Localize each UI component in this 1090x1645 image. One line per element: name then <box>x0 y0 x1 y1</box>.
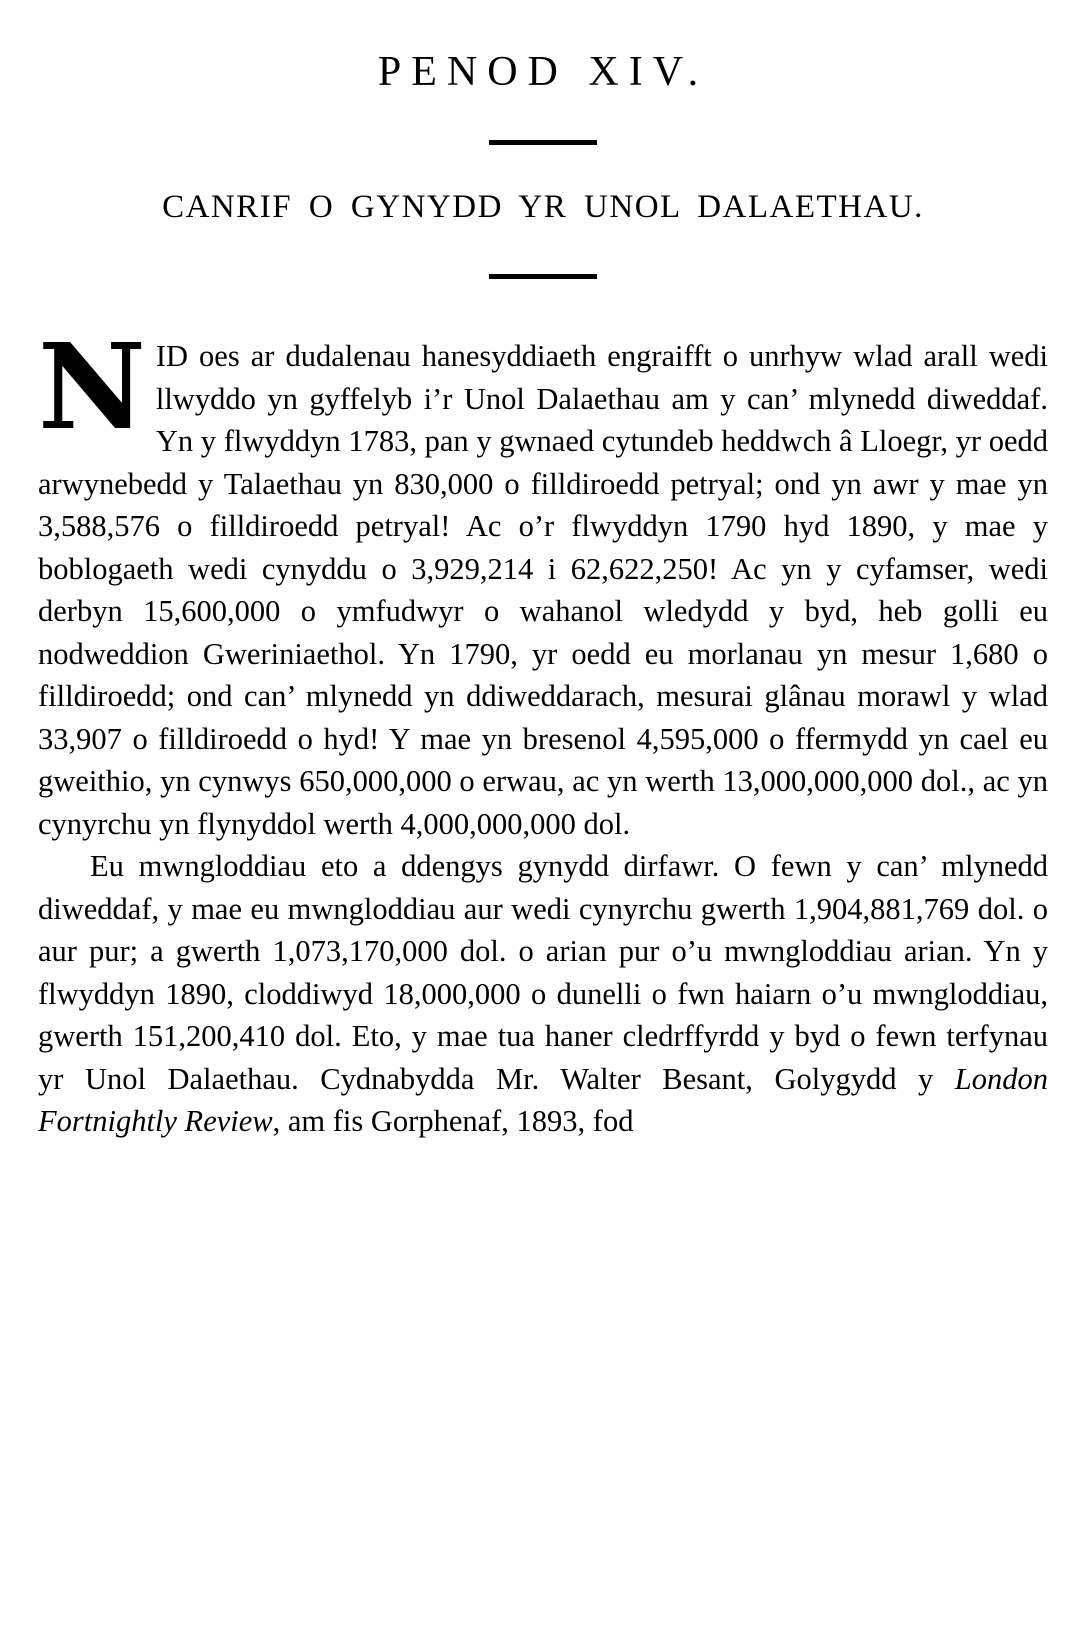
body-text <box>38 317 1048 1143</box>
publication-title: London Fortnightly Review <box>38 1061 1048 1138</box>
paragraph-1 <box>38 317 1048 845</box>
chapter-title: PENOD XIV. <box>377 49 709 95</box>
drop-cap-letter: N <box>38 317 146 456</box>
paragraph-2-text-before: Eu mwngloddiau eto a ddengys gynydd dirfawr. O fewn y can’ mlynedd diweddaf, y mae eu mwngloddiau aur wedi cynyrchu gwerth 1,904,881,769 dol. o aur pur; a gwerth 1,073,170,000 dol. o arian pur o’u mwngloddiau arian. Yn y flwyddyn 1890, cloddiwyd 18,000,000 o dunelli o fwn haiarn o’u mwngloddiau, gwerth 151,200,410 dol. Eto, y mae tua haner cledrffyrdd y byd o fewn terfynau yr Unol Dalaethau. Cydnabydda Mr. Walter Besant, Golygydd y <box>38 849 1048 1096</box>
paragraph-1-text: ID oes ar dudalenau hanesyddiaeth engraifft o unrhyw wlad arall wedi llwyddo yn gyffelyb i’r Unol Dalaethau am y can’ mlynedd diweddaf. Yn y flwyddyn 1783, pan y gwnaed cytundeb heddwch â Lloegr, yr oedd arwynebedd y Talaethau yn 830,000 o filldiroedd petryal; ond yn awr y mae yn 3,588,576 o filldiroedd petryal! Ac o’r flwyddyn 1790 hyd 1890, y mae y boblogaeth wedi cynyddu o 3,929,214 i 62,622,250! Ac yn y cyfamser, wedi derbyn 15,600,000 o ymfudwyr o wahanol wledydd y byd, heb golli eu nodweddion Gweriniaethol. Yn 1790, yr oedd eu morlanau yn mesur 1,680 o filldiroedd; ond can’ mlynedd yn ddiweddarach, mesurai glânau morawl y wlad 33,907 o filldiroedd o hyd! Y mae yn bresenol 4,595,000 o ffermydd yn cael eu gweithio, yn cynwys 650,000,000 o erwau, ac yn werth 13,000,000,000 dol., ac yn cynyrchu yn flynyddol werth 4,000,000,000 dol. <box>38 339 1048 841</box>
paragraph-2 <box>38 845 1048 1143</box>
divider-rule-top <box>489 140 597 145</box>
section-title: CANRIF O GYNYDD YR UNOL DALAETHAU. <box>162 189 924 225</box>
divider-rule-bottom <box>489 274 597 279</box>
paragraph-2-text-after: , am fis Gorphenaf, 1893, fod <box>272 1104 634 1138</box>
